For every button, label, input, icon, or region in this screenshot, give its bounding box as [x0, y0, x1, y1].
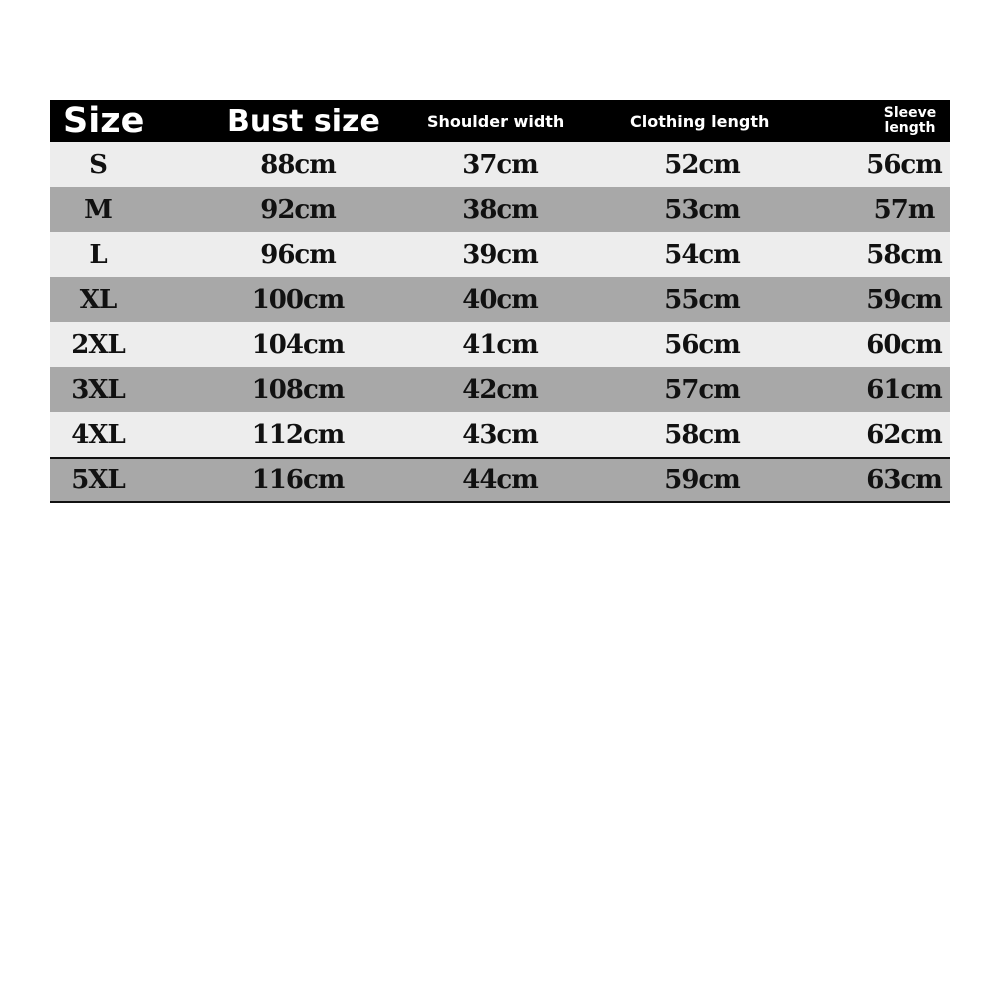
cell-shoulder: 43cm [462, 419, 538, 450]
cell-shoulder: 41cm [462, 329, 538, 360]
size-chart-table [50, 100, 950, 503]
cell-clothing-length: 58cm [664, 419, 740, 450]
cell-bust: 112cm [251, 419, 345, 450]
table-row [50, 142, 950, 187]
cell-bust: 116cm [251, 465, 345, 495]
cell-sleeve-length: 56cm [866, 149, 942, 180]
table-row [50, 277, 950, 322]
cell-shoulder: 44cm [462, 465, 538, 495]
header-sleeve-line1: Sleeve [883, 105, 937, 121]
cell-clothing-length: 57cm [664, 374, 740, 405]
cell-clothing-length: 59cm [664, 465, 740, 495]
header-sleeve-length [872, 100, 948, 142]
header-shoulder-width: Shoulder width [427, 111, 565, 131]
cell-size: 2XL [71, 329, 125, 360]
table-row [50, 232, 950, 277]
cell-bust: 96cm [260, 239, 336, 270]
cell-shoulder: 42cm [462, 374, 538, 405]
cell-sleeve-length: 59cm [866, 284, 942, 315]
cell-clothing-length: 54cm [664, 239, 740, 270]
cell-clothing-length: 52cm [664, 149, 740, 180]
header-size: Size [63, 101, 145, 141]
cell-sleeve-length: 57m [873, 194, 935, 225]
cell-size: 5XL [71, 465, 125, 495]
cell-sleeve-length: 61cm [866, 374, 942, 405]
cell-size: S [89, 149, 107, 180]
cell-size: L [89, 239, 107, 270]
cell-clothing-length: 53cm [664, 194, 740, 225]
cell-shoulder: 37cm [462, 149, 538, 180]
cell-size: XL [79, 284, 117, 315]
cell-size: 4XL [71, 419, 125, 450]
cell-bust: 88cm [260, 149, 336, 180]
header-bust-size: Bust size [227, 103, 380, 139]
cell-shoulder: 38cm [462, 194, 538, 225]
cell-clothing-length: 55cm [664, 284, 740, 315]
cell-sleeve-length: 63cm [866, 465, 942, 495]
cell-sleeve-length: 62cm [866, 419, 942, 450]
table-row [50, 322, 950, 367]
table-row [50, 187, 950, 232]
cell-size: 3XL [71, 374, 125, 405]
table-row [50, 412, 950, 457]
table-row [50, 457, 950, 503]
table-header [50, 100, 950, 142]
header-clothing-length: Clothing length [630, 111, 770, 131]
cell-sleeve-length: 60cm [866, 329, 942, 360]
cell-sleeve-length: 58cm [866, 239, 942, 270]
cell-size: M [84, 194, 112, 225]
cell-bust: 108cm [251, 374, 345, 405]
cell-shoulder: 39cm [462, 239, 538, 270]
cell-bust: 92cm [260, 194, 336, 225]
cell-bust: 100cm [251, 284, 345, 315]
header-sleeve-line2: length [884, 120, 936, 136]
cell-clothing-length: 56cm [664, 329, 740, 360]
cell-bust: 104cm [251, 329, 345, 360]
cell-shoulder: 40cm [462, 284, 538, 315]
table-row [50, 367, 950, 412]
